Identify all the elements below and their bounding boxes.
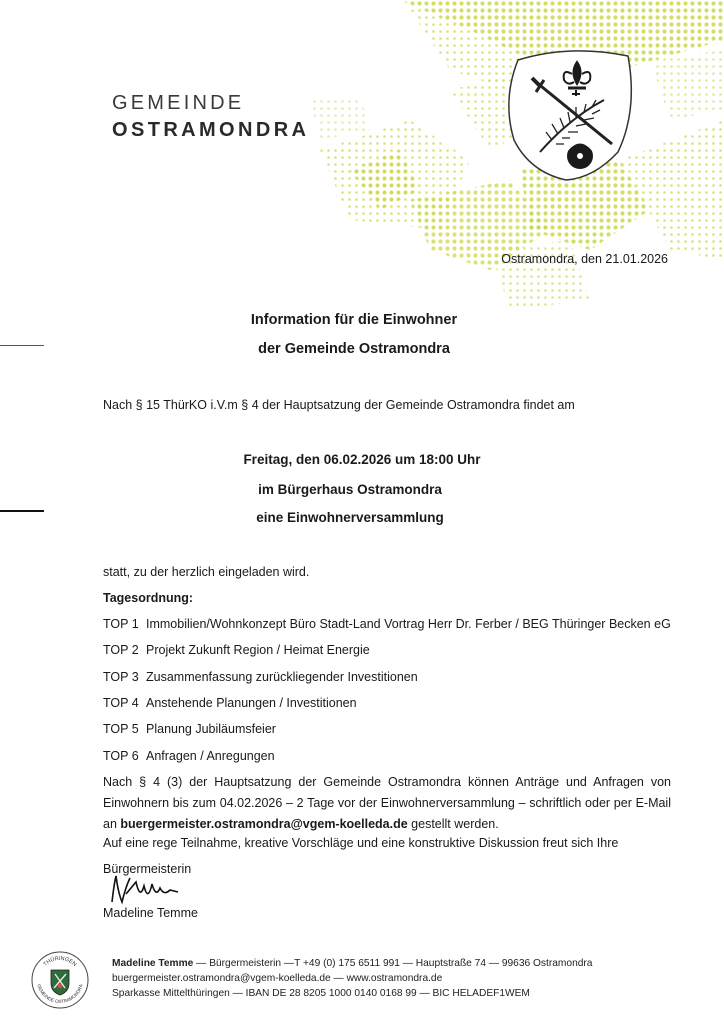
- signature-role: Bürgermeisterin: [103, 862, 192, 876]
- invite-text: statt, zu der herzlich eingeladen wird.: [103, 565, 310, 579]
- agenda-item: [103, 696, 357, 710]
- footer-name: Madeline Temme: [112, 958, 194, 969]
- agenda-item: [103, 670, 418, 684]
- submission-text: Nach § 4 (3) der Hauptsatzung der Gemeinde Ostramondra können Anträge und Anfragen von Einwohnern bis zum 04.02.2026 – 2 Tage vor der Einwohnerversammlung – schriftlich oder per E-Mail an: [103, 775, 671, 831]
- agenda-item-number: TOP 3: [103, 670, 139, 684]
- submission-paragraph: [103, 772, 671, 835]
- footer-contact-details: — Bürgermeisterin —T +49 (0) 175 6511 991 — Hauptstraße 74 — 99636 Ostramondra: [193, 958, 593, 969]
- agenda-item-number: TOP 4: [103, 696, 139, 710]
- agenda-item-number: TOP 1: [103, 617, 139, 631]
- event-location: im Bürgerhaus Ostramondra: [258, 482, 442, 497]
- agenda-item-text: Zusammenfassung zurückliegender Investitionen: [146, 670, 418, 684]
- event-name: eine Einwohnerversammlung: [256, 510, 444, 525]
- agenda-item: [103, 617, 671, 631]
- agenda-item-number: TOP 2: [103, 643, 139, 657]
- event-date-time: Freitag, den 06.02.2026 um 18:00 Uhr: [243, 452, 481, 467]
- agenda-item-number: TOP 5: [103, 722, 139, 736]
- mayor-email-link[interactable]: buergermeister.ostramondra@vgem-koelleda.de: [120, 817, 408, 831]
- document-title-line-2: der Gemeinde Ostramondra: [258, 341, 450, 357]
- municipal-seal: [30, 950, 90, 1010]
- seal-bottom-text: GEMEINDE OSTRAMONDRA: [36, 983, 84, 1004]
- document-title-line-1: Information für die Einwohner: [250, 312, 458, 328]
- agenda-item-text: Planung Jubiläumsfeier: [146, 722, 276, 736]
- footer-web-line[interactable]: buergermeister.ostramondra@vgem-koelleda.de — www.ostramondra.de: [112, 973, 443, 984]
- footer-bank-line: Sparkasse Mittelthüringen — IBAN DE 28 8205 1000 0140 0168 99 — BIC HELADEF1WEM: [112, 988, 530, 999]
- coat-of-arms-icon: [500, 40, 640, 185]
- submission-text-end: gestellt werden.: [411, 817, 499, 831]
- agenda-item: [103, 722, 276, 736]
- handwritten-signature: [106, 872, 186, 910]
- signature-name: Madeline Temme: [103, 906, 198, 920]
- footer-contact-line: [112, 958, 592, 969]
- date-line: Ostramondra, den 21.01.2026: [501, 252, 668, 266]
- agenda-item-text: Immobilien/Wohnkonzept Büro Stadt-Land Vortrag Herr Dr. Ferber / BEG Thüringer Becken eG: [146, 617, 671, 631]
- agenda-item-number: TOP 6: [103, 749, 139, 763]
- intro-text: Nach § 15 ThürKO i.V.m § 4 der Hauptsatzung der Gemeinde Ostramondra findet am: [103, 398, 575, 412]
- agenda-item-text: Projekt Zukunft Region / Heimat Energie: [146, 643, 370, 657]
- agenda-heading: Tagesordnung:: [103, 591, 194, 605]
- municipality-label: GEMEINDE: [112, 92, 245, 114]
- agenda-item-text: Anstehende Planungen / Investitionen: [146, 696, 357, 710]
- seal-top-text: THÜRINGEN: [42, 955, 78, 968]
- municipality-name: OSTRAMONDRA: [112, 119, 310, 141]
- closing-text: Auf eine rege Teilnahme, kreative Vorschläge und eine konstruktive Diskussion freut sich Ihre: [103, 836, 619, 850]
- agenda-item: [103, 643, 370, 657]
- agenda-item: [103, 749, 275, 763]
- fold-mark: [0, 345, 44, 346]
- agenda-item-text: Anfragen / Anregungen: [146, 749, 275, 763]
